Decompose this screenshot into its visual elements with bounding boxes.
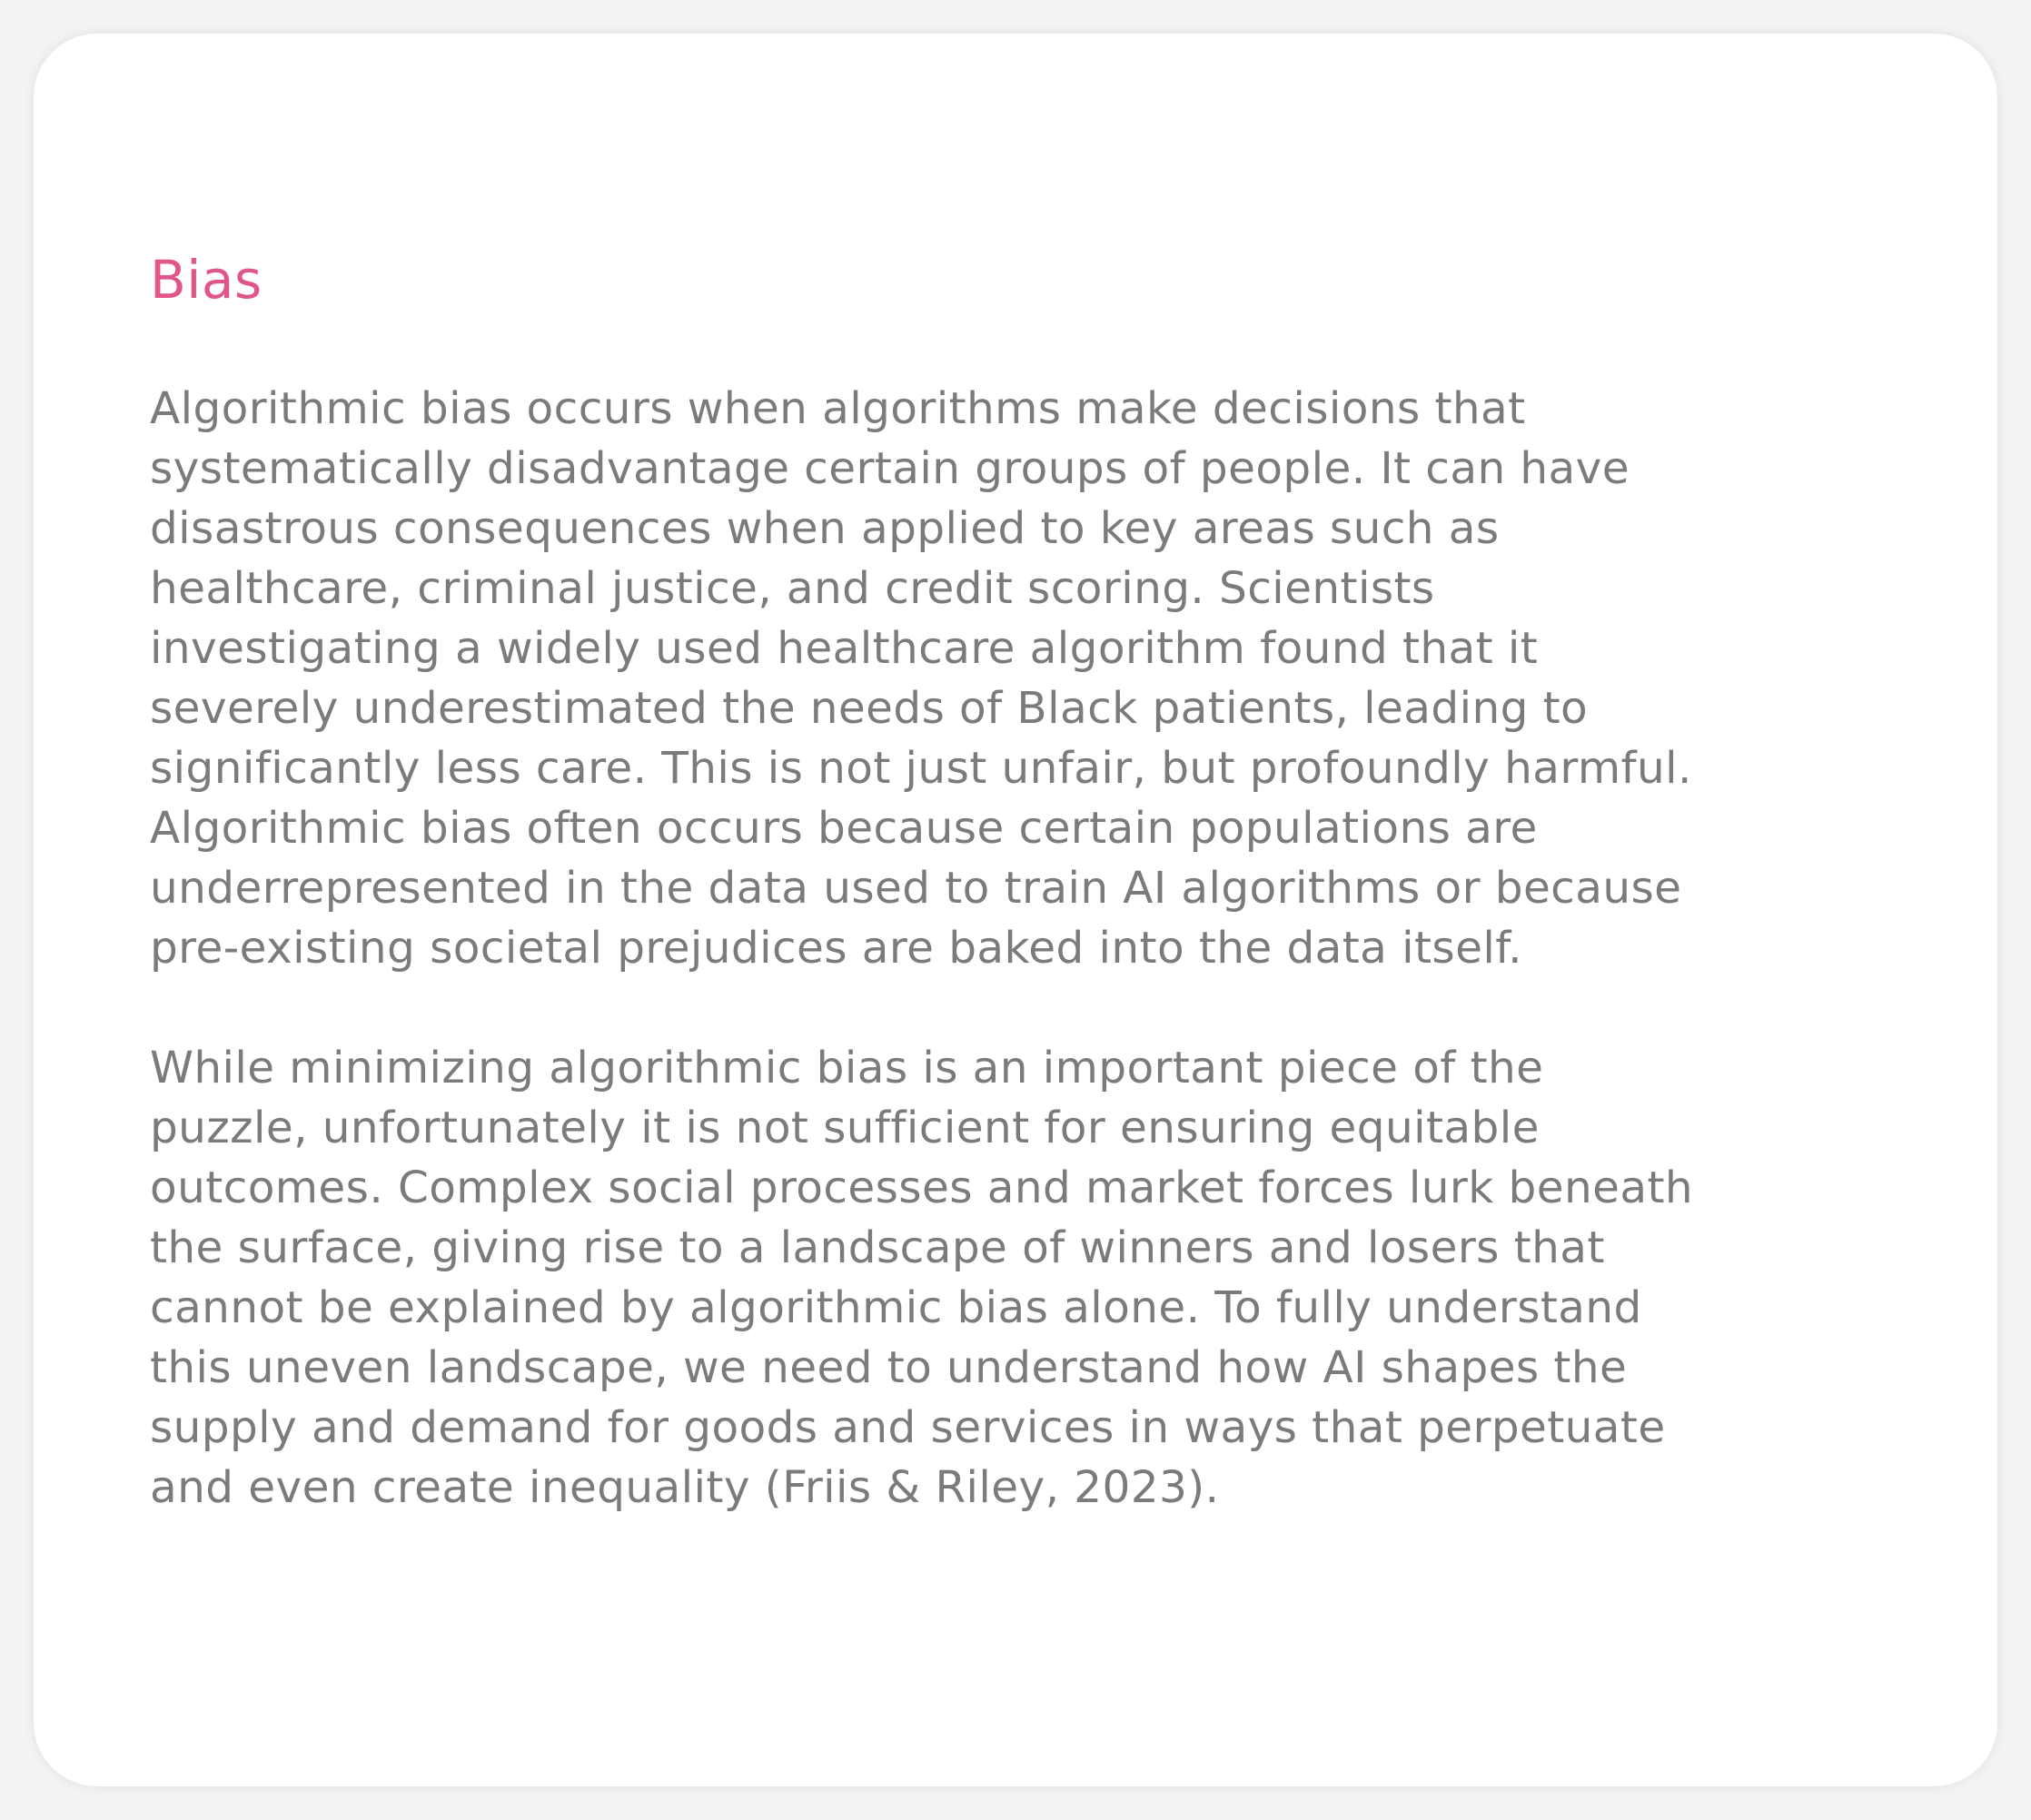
section-heading: Bias <box>150 249 263 311</box>
text-line: outcomes. Complex social processes and market forces lurk beneath <box>150 1162 1694 1213</box>
text-line: healthcare, criminal justice, and credit scoring. Scientists <box>150 563 1435 614</box>
text-line: underrepresented in the data used to train AI algorithms or because <box>150 863 1682 914</box>
text-line: Algorithmic bias often occurs because certain populations are <box>150 803 1538 854</box>
text-line: investigating a widely used healthcare algorithm found that it <box>150 623 1539 674</box>
text-line: supply and demand for goods and services in ways that perpetuate <box>150 1402 1666 1453</box>
text-line: cannot be explained by algorithmic bias alone. To fully understand <box>150 1282 1642 1333</box>
paragraph-2 <box>150 1038 1930 1518</box>
text-line: and even create inequality (Friis & Riley, 2023). <box>150 1462 1220 1513</box>
text-line: pre-existing societal prejudices are baked into the data itself. <box>150 923 1522 974</box>
body-text <box>150 379 1930 1518</box>
text-line: the surface, giving rise to a landscape of winners and losers that <box>150 1222 1605 1273</box>
content-card <box>34 34 1997 1786</box>
text-line: systematically disadvantage certain groups of people. It can have <box>150 443 1630 494</box>
text-line: puzzle, unfortunately it is not sufficient for ensuring equitable <box>150 1103 1540 1153</box>
text-line: Algorithmic bias occurs when algorithms make decisions that <box>150 383 1526 434</box>
text-line: this uneven landscape, we need to understand how AI shapes the <box>150 1342 1628 1393</box>
text-line: disastrous consequences when applied to key areas such as <box>150 503 1500 554</box>
paragraph-gap <box>150 978 1930 1038</box>
text-line: While minimizing algorithmic bias is an important piece of the <box>150 1043 1544 1093</box>
text-line: significantly less care. This is not just unfair, but profoundly harmful. <box>150 743 1692 794</box>
text-line: severely underestimated the needs of Black patients, leading to <box>150 683 1589 734</box>
paragraph-1 <box>150 379 1930 978</box>
